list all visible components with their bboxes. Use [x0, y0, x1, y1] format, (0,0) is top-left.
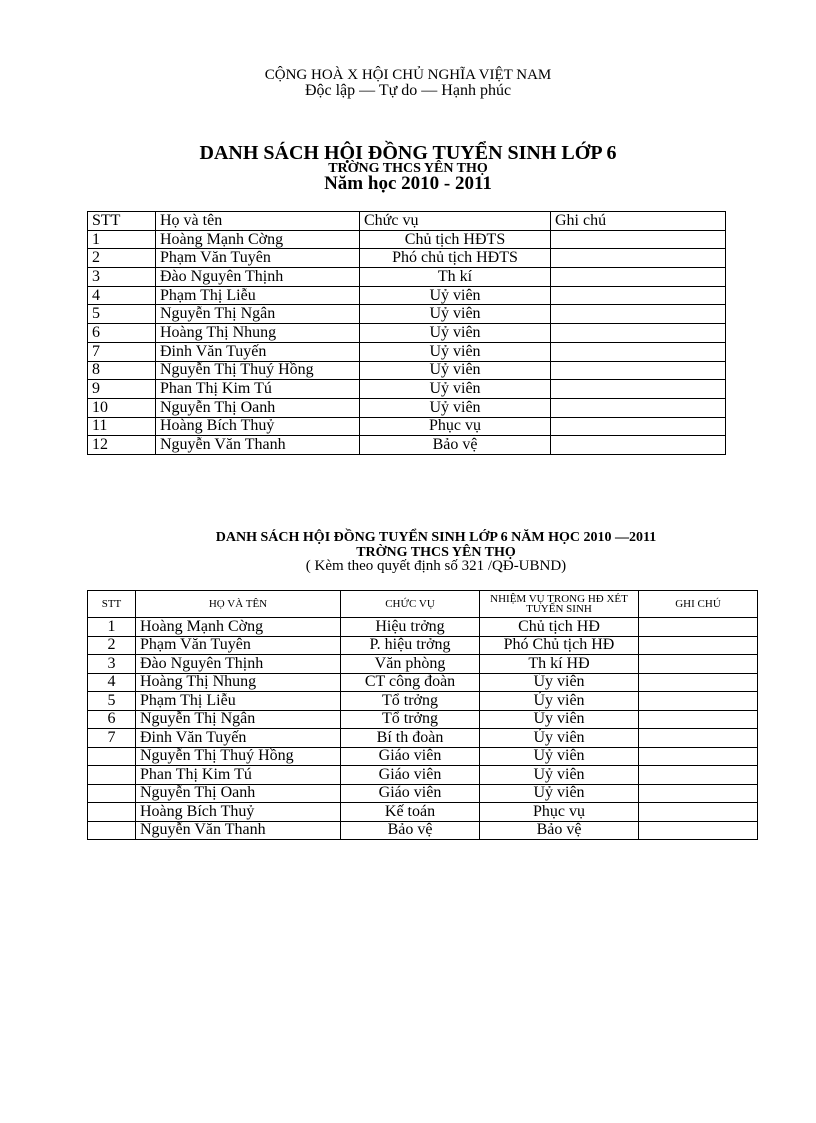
admission-council-table [87, 590, 758, 840]
column-header-note: GHI CHÚ [639, 591, 758, 618]
table-row [88, 710, 758, 729]
cell-note [639, 729, 758, 748]
cell-note [551, 268, 726, 287]
table-row [88, 398, 726, 417]
cell-position: Văn phòng [341, 655, 480, 674]
cell-name: Phan Thị Kim Tú [136, 766, 341, 785]
cell-name: Nguyễn Văn Thanh [136, 821, 341, 840]
cell-position: CT công đoàn [341, 673, 480, 692]
cell-stt: 7 [88, 342, 156, 361]
table-row [88, 417, 726, 436]
table-row [88, 268, 726, 287]
table-header-row [88, 591, 758, 618]
column-header-duty: NHIỆM VỤ TRONG HĐ XÉT TUYỂN SINH [480, 591, 639, 618]
cell-note [639, 803, 758, 822]
cell-stt: 1 [88, 618, 136, 637]
column-header-name: Họ và tên [156, 212, 360, 231]
cell-role: Chủ tịch HĐTS [360, 230, 551, 249]
cell-stt: 3 [88, 655, 136, 674]
cell-note [639, 821, 758, 840]
decision-reference: ( Kèm theo quyết định số 321 /QĐ-UBND) [305, 558, 567, 574]
cell-stt [88, 821, 136, 840]
cell-position: Kế toán [341, 803, 480, 822]
cell-stt: 6 [88, 710, 136, 729]
cell-stt [88, 747, 136, 766]
cell-name: Nguyễn Thị Thuý Hồng [136, 747, 341, 766]
cell-name: Phạm Văn Tuyên [136, 636, 341, 655]
cell-name: Đào Nguyên Thịnh [136, 655, 341, 674]
cell-position: Tổ trởng [341, 710, 480, 729]
cell-stt: 6 [88, 324, 156, 343]
cell-position: Giáo viên [341, 766, 480, 785]
cell-name: Nguyễn Thị Ngân [136, 710, 341, 729]
cell-note [639, 784, 758, 803]
cell-role: Uỷ viên [360, 342, 551, 361]
cell-role: Uỷ viên [360, 305, 551, 324]
table-row [88, 305, 726, 324]
cell-duty: Ủy viên [480, 729, 639, 748]
column-header-role: Chức vụ [360, 212, 551, 231]
column-header-position: CHỨC VỤ [341, 591, 480, 618]
table-row [88, 249, 726, 268]
cell-role: Uỷ viên [360, 398, 551, 417]
cell-role: Uỷ viên [360, 286, 551, 305]
cell-stt: 9 [88, 380, 156, 399]
cell-duty: Ủy viên [480, 692, 639, 711]
cell-note [551, 249, 726, 268]
table-row [88, 324, 726, 343]
cell-note [639, 710, 758, 729]
table-row [88, 436, 726, 455]
cell-stt: 8 [88, 361, 156, 380]
cell-note [551, 342, 726, 361]
cell-note [639, 766, 758, 785]
cell-note [551, 380, 726, 399]
column-header-stt: STT [88, 212, 156, 231]
cell-note [551, 230, 726, 249]
cell-role: Uỷ viên [360, 380, 551, 399]
cell-stt: 2 [88, 249, 156, 268]
table-row [88, 636, 758, 655]
table-row [88, 286, 726, 305]
cell-name: Nguyễn Thị Oanh [136, 784, 341, 803]
table-header-row [88, 212, 726, 231]
cell-stt: 7 [88, 729, 136, 748]
cell-duty: Uỷ viên [480, 784, 639, 803]
cell-position: Giáo viên [341, 747, 480, 766]
cell-name: Hoàng Thị Nhung [156, 324, 360, 343]
cell-stt: 2 [88, 636, 136, 655]
cell-name: Hoàng Mạnh Cờng [156, 230, 360, 249]
cell-position: Tổ trởng [341, 692, 480, 711]
cell-role: Phó chủ tịch HĐTS [360, 249, 551, 268]
cell-note [639, 636, 758, 655]
cell-name: Nguyễn Thị Ngân [156, 305, 360, 324]
cell-role: Th kí [360, 268, 551, 287]
cell-name: Phạm Thị Liễu [136, 692, 341, 711]
cell-position: Giáo viên [341, 784, 480, 803]
cell-position: Hiệu trởng [341, 618, 480, 637]
cell-duty: Ủy viên [480, 673, 639, 692]
cell-duty: Ủy viên [480, 710, 639, 729]
cell-note [639, 747, 758, 766]
cell-note [639, 673, 758, 692]
cell-note [551, 324, 726, 343]
list-title: DANH SÁCH HỘI ĐỒNG TUYỂN SINH LỚP 6 [199, 142, 617, 164]
cell-stt: 10 [88, 398, 156, 417]
column-header-name: HỌ VÀ TÊN [136, 591, 341, 618]
cell-note [551, 417, 726, 436]
cell-stt: 5 [88, 692, 136, 711]
cell-name: Đinh Văn Tuyến [156, 342, 360, 361]
cell-note [639, 655, 758, 674]
cell-note [551, 398, 726, 417]
cell-stt: 11 [88, 417, 156, 436]
cell-role: Bảo vệ [360, 436, 551, 455]
cell-stt: 5 [88, 305, 156, 324]
cell-duty: Phó Chủ tịch HĐ [480, 636, 639, 655]
cell-note [551, 286, 726, 305]
cell-role: Uỷ viên [360, 324, 551, 343]
cell-note [551, 436, 726, 455]
cell-duty: Chủ tịch HĐ [480, 618, 639, 637]
table-row [88, 766, 758, 785]
table-row [88, 803, 758, 822]
cell-stt: 1 [88, 230, 156, 249]
table-row [88, 230, 726, 249]
cell-name: Nguyễn Văn Thanh [156, 436, 360, 455]
cell-duty: Uỷ viên [480, 747, 639, 766]
cell-stt [88, 766, 136, 785]
table-row [88, 692, 758, 711]
cell-note [639, 618, 758, 637]
cell-duty: Bảo vệ [480, 821, 639, 840]
cell-name: Nguyễn Thị Oanh [156, 398, 360, 417]
cell-name: Nguyễn Thị Thuý Hồng [156, 361, 360, 380]
table-row [88, 729, 758, 748]
school-year: Năm học 2010 - 2011 [324, 173, 492, 194]
table-row [88, 361, 726, 380]
cell-stt: 12 [88, 436, 156, 455]
cell-name: Hoàng Bích Thuỷ [156, 417, 360, 436]
cell-note [551, 361, 726, 380]
cell-role: Uỷ viên [360, 361, 551, 380]
table-row [88, 380, 726, 399]
cell-position: Bảo vệ [341, 821, 480, 840]
column-header-stt: STT [88, 591, 136, 618]
council-table [87, 211, 726, 455]
cell-stt [88, 803, 136, 822]
cell-position: Bí th đoàn [341, 729, 480, 748]
national-title: CỘNG HOÀ X HỘI CHỦ NGHĨA VIỆT NAM [264, 67, 552, 83]
cell-duty: Th kí HĐ [480, 655, 639, 674]
table-row [88, 784, 758, 803]
table-row [88, 821, 758, 840]
cell-note [551, 305, 726, 324]
table-row [88, 747, 758, 766]
cell-role: Phục vụ [360, 417, 551, 436]
column-header-note: Ghi chú [551, 212, 726, 231]
cell-stt: 3 [88, 268, 156, 287]
national-motto: Độc lập — Tự do — Hạnh phúc [304, 82, 512, 99]
cell-name: Phạm Thị Liễu [156, 286, 360, 305]
cell-stt: 4 [88, 286, 156, 305]
table-row [88, 673, 758, 692]
table-row [88, 342, 726, 361]
table-row [88, 655, 758, 674]
cell-stt: 4 [88, 673, 136, 692]
table-row [88, 618, 758, 637]
cell-name: Đinh Văn Tuyến [136, 729, 341, 748]
cell-name: Hoàng Mạnh Cờng [136, 618, 341, 637]
cell-name: Phạm Văn Tuyên [156, 249, 360, 268]
cell-duty: Phục vụ [480, 803, 639, 822]
cell-name: Hoàng Thị Nhung [136, 673, 341, 692]
cell-name: Đào Nguyên Thịnh [156, 268, 360, 287]
cell-note [639, 692, 758, 711]
list-title-2: DANH SÁCH HỘI ĐỒNG TUYỂN SINH LỚP 6 NĂM HỌC 2010 —2011 [215, 530, 657, 545]
cell-position: P. hiệu trởng [341, 636, 480, 655]
cell-stt [88, 784, 136, 803]
cell-name: Hoàng Bích Thuỷ [136, 803, 341, 822]
school-name: TRỜNG THCS YÊN THỌ [328, 161, 488, 176]
cell-name: Phan Thị Kim Tú [156, 380, 360, 399]
school-name-2: TRỜNG THCS YÊN THỌ [356, 545, 516, 560]
cell-duty: Uỷ viên [480, 766, 639, 785]
